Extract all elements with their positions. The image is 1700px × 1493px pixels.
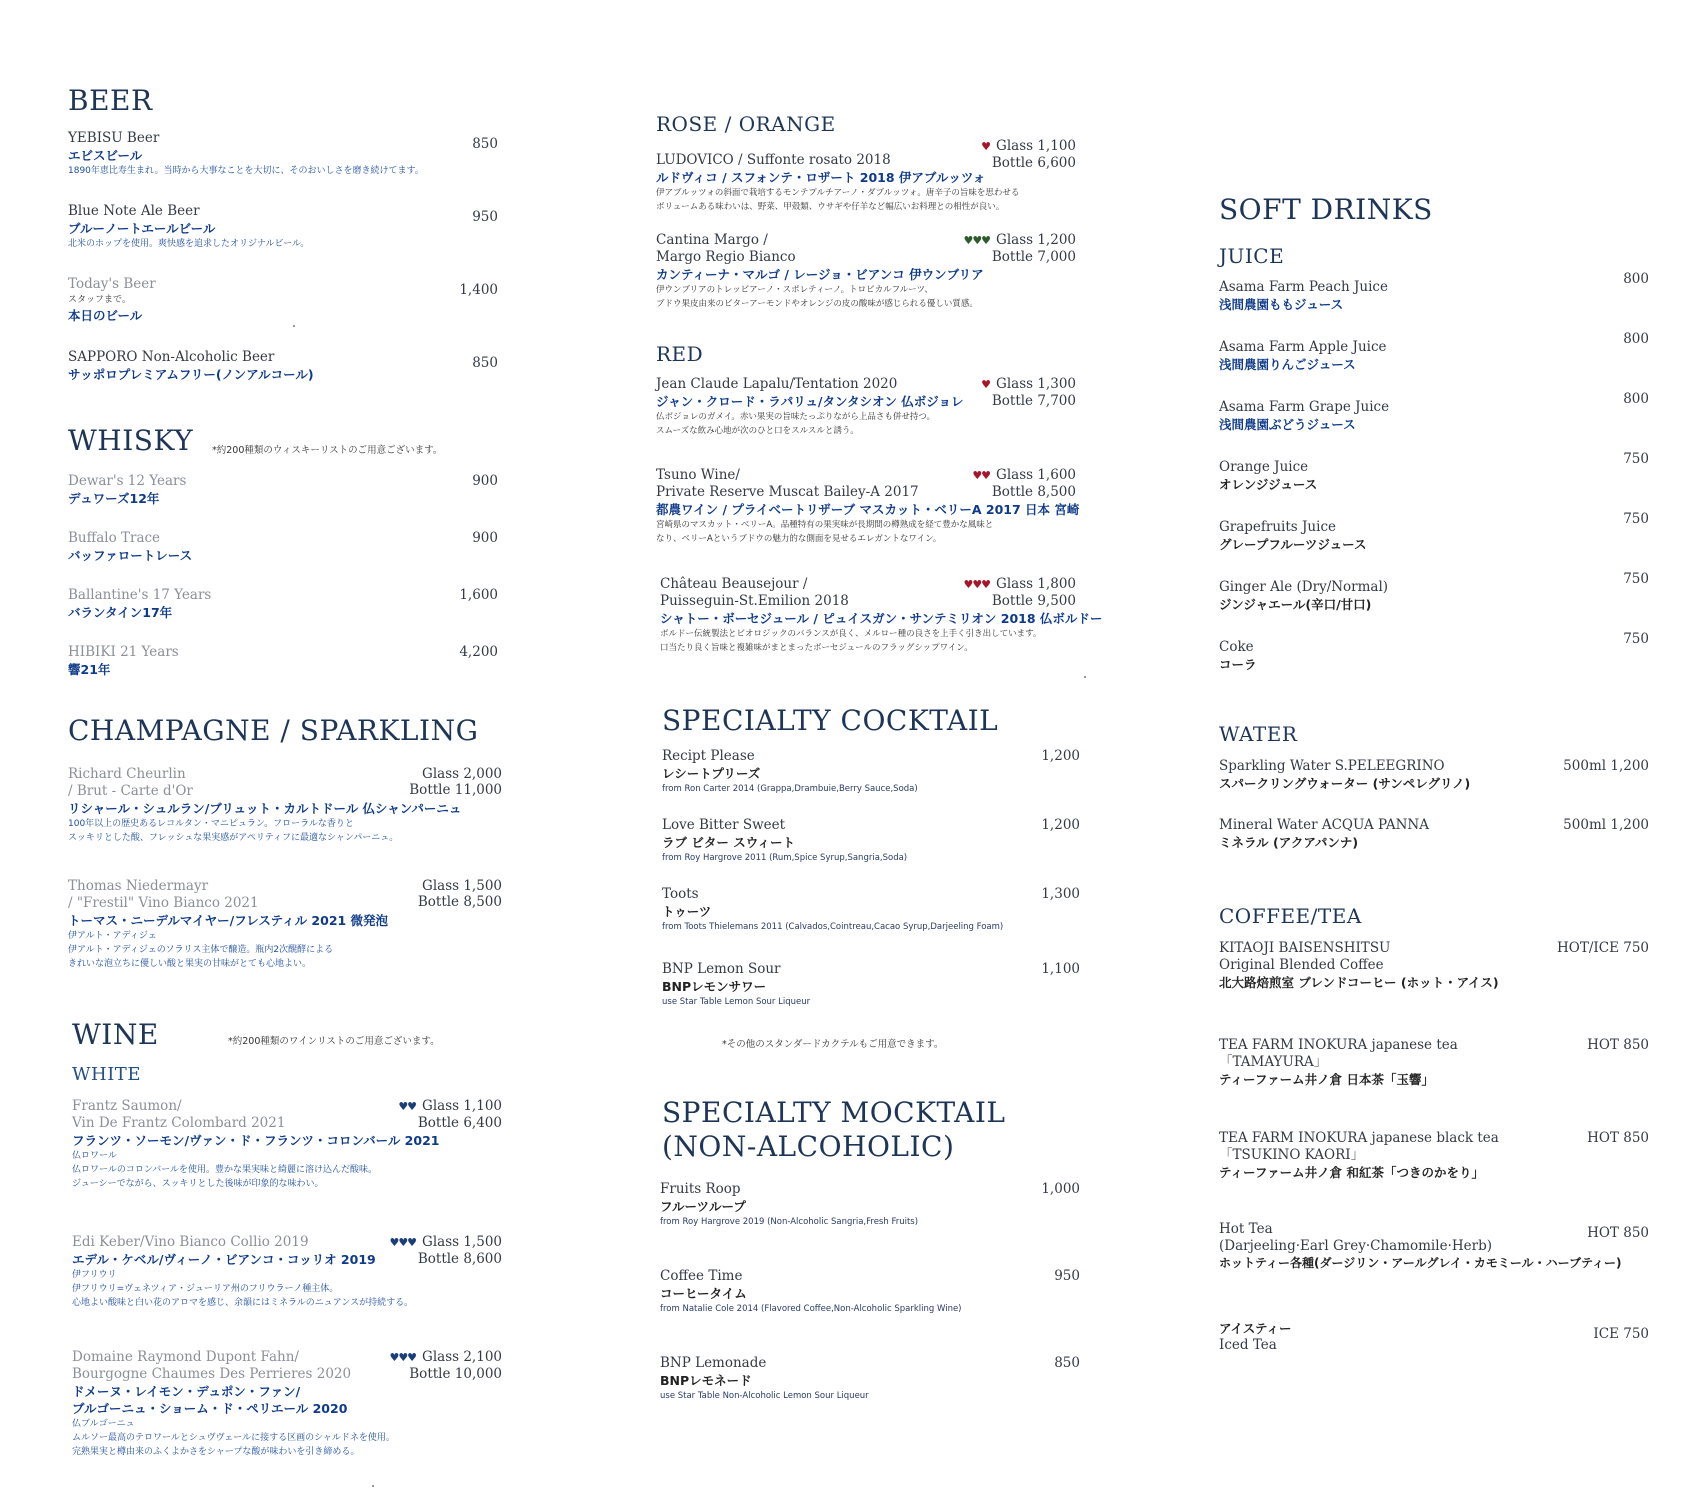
item-name-jp: グレープフルーツジュース xyxy=(1219,537,1367,552)
section-note: *約200種類のウィスキーリストのご用意ございます。 xyxy=(212,445,443,456)
menu-item xyxy=(660,1268,1080,1316)
item-description: 心地よい酸味と白い花のアロマを感じ、余韻にはミネラルのニュアンスが持続する。 xyxy=(72,1298,414,1308)
item-name-en: Today's Beer xyxy=(68,276,156,292)
item-name-jp: コーヒータイム xyxy=(660,1286,747,1301)
section-heading-mocktail-line2: (NON-ALCOHOLIC) xyxy=(662,1130,955,1163)
item-name-en: SAPPORO Non-Alcoholic Beer xyxy=(68,349,275,365)
menu-item xyxy=(662,961,1080,1009)
menu-item xyxy=(68,766,502,845)
item-name-jp: ブルーノートエールビール xyxy=(68,221,216,236)
item-price: 800 xyxy=(1623,271,1649,287)
menu-item xyxy=(1219,451,1649,493)
item-name-en-line2: 「TAMAYURA」 xyxy=(1219,1054,1328,1070)
item-description: スッキリとした酸、フレッシュな果実感がアペリティフに最適なシャンパーニュ。 xyxy=(68,833,399,843)
item-price: 1,600 xyxy=(459,587,498,603)
item-price: 1,200 xyxy=(1041,817,1080,833)
item-name-jp: コーラ xyxy=(1219,657,1257,672)
glass-price: Glass 1,300 xyxy=(996,376,1076,392)
wine-glass-icon: ♥♥♥ xyxy=(963,578,991,591)
menu-item xyxy=(660,576,1103,655)
scan-speck xyxy=(293,325,295,327)
item-name-jp: サッポロプレミアムフリー(ノンアルコール) xyxy=(68,367,314,382)
item-name-en: Dewar's 12 Years xyxy=(68,473,187,489)
item-name-en-line2: Vin De Frantz Colombard 2021 xyxy=(72,1115,286,1131)
item-price: 1,100 xyxy=(1041,961,1080,977)
item-name-en-line2: Bourgogne Chaumes Des Perrieres 2020 xyxy=(72,1366,352,1382)
item-name-jp: 響21年 xyxy=(68,662,111,677)
subsection-heading-water: WATER xyxy=(1219,722,1298,746)
item-name-jp: 都農ワイン / プライベートリザーブ マスカット・ベリーA 2017 日本 宮崎 xyxy=(656,502,1080,517)
glass-price: Glass 1,100 xyxy=(422,1098,502,1114)
item-description: 完熟果実と樽由来のふくよかさをシャープな酸が味わいを引き締める。 xyxy=(72,1447,360,1457)
item-name-jp: オレンジジュース xyxy=(1219,477,1318,492)
item-name-en: Cantina Margo / xyxy=(656,232,768,248)
item-name-jp: 本日のビール xyxy=(68,308,143,323)
item-name-jp: トーマス・ニーデルマイヤー/フレスティル 2021 微発泡 xyxy=(68,913,389,928)
item-price: ICE 750 xyxy=(1593,1326,1649,1342)
item-name-en: Richard Cheurlin xyxy=(68,766,186,782)
item-source: from Roy Hargrove 2019 (Non-Alcoholic Sangria,Fresh Fruits) xyxy=(660,1217,919,1227)
item-description: 伊ウンブリアのトレッビアーノ・スポレティーノ。トロピカルフルーツ、 xyxy=(656,285,933,295)
item-name-jp: カンティーナ・マルゴ / レージョ・ビアンコ 伊ウンブリア xyxy=(656,267,984,282)
item-name-en: Recipt Please xyxy=(662,748,755,764)
menu-item xyxy=(68,587,498,621)
item-description: 1890年恵比寿生まれ。当時から大事なことを大切に、そのおいしさを磨き続けてます。 xyxy=(68,166,424,176)
item-name-en-line2: / Brut - Carte d'Or xyxy=(68,783,193,799)
item-name-en-line2: Puisseguin-St.Emilion 2018 xyxy=(660,593,849,609)
menu-item xyxy=(662,886,1080,934)
item-price: 900 xyxy=(472,473,498,489)
menu-item xyxy=(72,1098,502,1191)
wine-glass-icon: ♥♥♥ xyxy=(963,234,991,247)
item-name-en: TEA FARM INOKURA japanese black tea xyxy=(1219,1130,1499,1146)
glass-price: Glass 1,500 xyxy=(422,878,502,894)
wine-glass-icon: ♥♥ xyxy=(398,1100,417,1113)
menu-item xyxy=(68,130,498,178)
item-name-jp: アイスティー xyxy=(1219,1321,1292,1336)
item-price: 1,400 xyxy=(459,282,498,298)
item-name-en-line2: / "Frestil" Vino Bianco 2021 xyxy=(68,895,259,911)
wine-glass-icon: ♥ xyxy=(981,378,991,391)
item-region: 仏ロワール xyxy=(72,1151,117,1161)
item-region: 仏ブルゴーニュ xyxy=(72,1419,135,1429)
item-price-block xyxy=(398,1098,502,1131)
item-price: 850 xyxy=(472,355,498,371)
bottle-price: Bottle 7,000 xyxy=(991,249,1076,265)
item-name-en: Orange Juice xyxy=(1219,459,1309,475)
item-price-block xyxy=(389,1234,502,1267)
item-description: スタッフまで。 xyxy=(68,295,131,305)
menu-item xyxy=(656,376,1076,438)
item-name-en: Coffee Time xyxy=(660,1268,743,1284)
item-price: 950 xyxy=(1054,1268,1080,1284)
bottle-price: Bottle 10,000 xyxy=(409,1366,502,1382)
menu-item xyxy=(1219,631,1649,673)
item-price-block xyxy=(409,766,502,798)
item-description: ボルドー伝統製法とビオロジックのバランスが良く、メルロー種の良さを上手く引き出しています。 xyxy=(660,629,1042,639)
menu-item xyxy=(1219,331,1649,373)
item-name-jp: ティーファーム井ノ倉 和紅茶「つきのかをり」 xyxy=(1219,1165,1484,1180)
item-name-jp: ジンジャエール(辛口/甘口) xyxy=(1219,597,1372,612)
bottle-price: Bottle 7,700 xyxy=(991,393,1076,409)
item-name-jp: トゥーツ xyxy=(662,904,712,919)
item-price-block xyxy=(981,138,1076,171)
item-name-en: Love Bitter Sweet xyxy=(662,817,786,833)
section-heading-champagne: CHAMPAGNE / SPARKLING xyxy=(68,714,479,747)
item-name-jp: ラブ ビター スウィート xyxy=(662,835,795,850)
glass-price: Glass 1,200 xyxy=(996,232,1076,248)
item-name-en: LUDOVICO / Suffonte rosato 2018 xyxy=(656,152,891,168)
item-description: 宮崎県のマスカット・ベリーA。品種特有の果実味が長期間の樽熟成を経て豊かな風味と xyxy=(656,520,994,530)
item-name-jp: フランツ・ソーモン/ヴァン・ド・フランツ・コロンバール 2021 xyxy=(72,1133,440,1148)
item-source: from Natalie Cole 2014 (Flavored Coffee,Non-Alcoholic Sparkling Wine) xyxy=(660,1304,962,1314)
item-price: HOT 850 xyxy=(1587,1130,1649,1146)
item-name-jp: ティーファーム井ノ倉 日本茶「玉響」 xyxy=(1219,1072,1434,1087)
item-description: ジューシーでながら、スッキリとした後味が印象的な味わい。 xyxy=(72,1179,324,1189)
item-name-jp: ルドヴィコ / スフォンテ・ロザート 2018 伊アブルッツォ xyxy=(656,170,986,185)
item-name-en: Edi Keber/Vino Bianco Collio 2019 xyxy=(72,1234,309,1250)
item-price: 950 xyxy=(472,209,498,225)
section-heading-beer: BEER xyxy=(68,84,153,117)
item-description: なり、ベリーAというブドウの魅力的な側面を見せるエレガントなワイン。 xyxy=(656,534,942,544)
item-name-jp: エデル・ケベル/ヴィーノ・ビアンコ・コッリオ 2019 xyxy=(72,1252,376,1267)
bottle-price: Bottle 9,500 xyxy=(991,593,1076,609)
subsection-heading-juice: JUICE xyxy=(1219,244,1285,268)
section-heading-wine: WINE xyxy=(72,1018,159,1051)
menu-item xyxy=(68,203,498,251)
bottle-price: Bottle 8,600 xyxy=(417,1251,502,1267)
item-name-en: Blue Note Ale Beer xyxy=(68,203,200,219)
item-price: 750 xyxy=(1623,571,1649,587)
menu-item xyxy=(1219,1037,1649,1088)
menu-item xyxy=(1219,940,1649,991)
item-description: 伊フリウリ=ヴェネツィア・ジューリア州のフリウラーノ種主体。 xyxy=(72,1284,339,1294)
item-region: 伊アルト・アディジェ xyxy=(68,931,157,941)
menu-item xyxy=(68,530,498,564)
item-name-jp: 浅間農園ももジュース xyxy=(1219,297,1344,312)
item-name-en: Hot Tea xyxy=(1219,1221,1273,1237)
item-name-en: Domaine Raymond Dupont Fahn/ xyxy=(72,1349,299,1365)
item-name-en: Iced Tea xyxy=(1219,1337,1277,1353)
menu-item xyxy=(1219,1320,1649,1354)
item-price-block xyxy=(418,878,502,910)
item-price: 800 xyxy=(1623,331,1649,347)
section-heading-cocktail: SPECIALTY COCKTAIL xyxy=(662,704,999,737)
menu-item xyxy=(68,349,498,383)
bottle-price: Bottle 8,500 xyxy=(417,894,502,910)
item-source: use Star Table Lemon Sour Liqueur xyxy=(662,997,811,1007)
item-name-en: Toots xyxy=(662,886,699,902)
wine-glass-icon: ♥♥♥ xyxy=(389,1351,417,1364)
bottle-price: Bottle 11,000 xyxy=(409,782,502,798)
item-price: HOT/ICE 750 xyxy=(1557,940,1649,956)
item-price-block xyxy=(389,1349,502,1382)
item-description: 北米のホップを使用。爽快感を追求したオリジナルビール。 xyxy=(68,239,310,249)
menu-item xyxy=(72,1234,502,1310)
item-name-en: BNP Lemon Sour xyxy=(662,961,781,977)
menu-item xyxy=(1219,511,1649,553)
item-name-en: Sparkling Water S.PELEEGRINO xyxy=(1219,758,1445,774)
glass-price: Glass 1,500 xyxy=(422,1234,502,1250)
section-note: *その他のスタンダードカクテルもご用意できます。 xyxy=(722,1039,944,1050)
menu-item xyxy=(662,817,1080,865)
item-name-jp: シャトー・ボーセジュール / ピュイスガン・サンテミリオン 2018 仏ボルドー xyxy=(660,611,1103,626)
item-name-jp: バッファロートレース xyxy=(68,548,193,563)
menu-item xyxy=(68,276,498,324)
glass-price: Glass 1,800 xyxy=(996,576,1076,592)
glass-price: Glass 1,600 xyxy=(996,467,1076,483)
item-name-jp: エビスビール xyxy=(68,148,143,163)
menu-item xyxy=(68,878,502,971)
item-name-jp: バランタイン17年 xyxy=(68,605,173,620)
item-price: 1,200 xyxy=(1041,748,1080,764)
item-description: 口当たり良く旨味と複雑味がまとまったボーセジュールのフラッグシップワイン。 xyxy=(660,643,973,653)
scan-speck xyxy=(372,1485,374,1487)
item-name-en: KITAOJI BAISENSHITSU xyxy=(1219,940,1391,956)
menu-item xyxy=(1219,271,1649,313)
item-price: 500ml 1,200 xyxy=(1563,817,1649,833)
item-source: from Ron Carter 2014 (Grappa,Drambuie,Berry Sauce,Soda) xyxy=(662,784,918,794)
item-name-en: Mineral Water ACQUA PANNA xyxy=(1219,817,1429,833)
menu-item xyxy=(656,138,1076,214)
item-price-block xyxy=(963,576,1076,609)
item-name-en: Frantz Saumon/ xyxy=(72,1098,182,1114)
section-heading-rose: ROSE / ORANGE xyxy=(656,112,836,136)
bottle-price: Bottle 6,600 xyxy=(991,155,1076,171)
item-name-en-line2: Original Blended Coffee xyxy=(1219,957,1384,973)
item-name-en: Grapefruits Juice xyxy=(1219,519,1336,535)
menu-item xyxy=(660,1355,1080,1403)
menu-item xyxy=(656,467,1080,546)
item-name-jp-line2: ブルゴーニュ・ショーム・ド・ペリエール 2020 xyxy=(72,1401,348,1416)
menu-item xyxy=(68,473,498,507)
section-heading-mocktail: SPECIALTY MOCKTAIL xyxy=(662,1096,1006,1129)
item-price: 850 xyxy=(1054,1355,1080,1371)
wine-glass-icon: ♥ xyxy=(981,140,991,153)
item-name-jp: 浅間農園りんごジュース xyxy=(1219,357,1356,372)
menu-item xyxy=(1219,1221,1649,1272)
menu-item xyxy=(68,644,498,678)
item-price-block xyxy=(972,467,1076,500)
glass-price: Glass 1,100 xyxy=(996,138,1076,154)
item-name-en: TEA FARM INOKURA japanese tea xyxy=(1219,1037,1458,1053)
item-name-en: Fruits Roop xyxy=(660,1181,741,1197)
item-price: 750 xyxy=(1623,511,1649,527)
item-name-jp: 浅間農園ぶどうジュース xyxy=(1219,417,1356,432)
bottle-price: Bottle 6,400 xyxy=(417,1115,502,1131)
item-name-en-line2: (Darjeeling·Earl Grey·Chamomile·Herb) xyxy=(1219,1238,1492,1254)
item-name-en: Asama Farm Grape Juice xyxy=(1219,399,1390,415)
item-name-jp: デュワーズ12年 xyxy=(68,491,160,506)
menu-item xyxy=(1219,571,1649,613)
item-name-en: Ginger Ale (Dry/Normal) xyxy=(1219,579,1389,595)
item-price: 900 xyxy=(472,530,498,546)
item-description: ボリュームある味わいは、野菜、甲殻類、ウサギや仔羊など幅広いお料理との相性が良い。 xyxy=(656,202,1005,212)
item-description: 伊アブルッツォの斜面で栽培するモンテプルチアーノ・ダブルッツォ。唐辛子の旨味を思わせる xyxy=(656,188,1020,198)
scan-speck xyxy=(1084,676,1086,678)
item-price: 4,200 xyxy=(459,644,498,660)
item-name-en: YEBISU Beer xyxy=(68,130,160,146)
item-price-block xyxy=(981,376,1076,409)
item-name-en: BNP Lemonade xyxy=(660,1355,767,1371)
item-name-jp: ジャン・クロード・ラパリュ/タンタシオン 仏ボジョレ xyxy=(656,394,964,409)
item-name-en: Ballantine's 17 Years xyxy=(68,587,212,603)
section-note: *約200種類のワインリストのご用意ございます。 xyxy=(228,1036,440,1047)
item-description: ムルソー最高のテロワールとシュヴヴェールに接する区画のシャルドネを使用。 xyxy=(72,1433,395,1443)
item-price: 850 xyxy=(472,136,498,152)
bottle-price: Bottle 8,500 xyxy=(991,484,1076,500)
item-price: 800 xyxy=(1623,391,1649,407)
section-heading-soft-drinks: SOFT DRINKS xyxy=(1219,193,1433,226)
menu-item xyxy=(72,1349,502,1459)
item-name-en: Asama Farm Peach Juice xyxy=(1219,279,1388,295)
item-price: 750 xyxy=(1623,451,1649,467)
item-name-en: Buffalo Trace xyxy=(68,530,161,546)
wine-glass-icon: ♥♥♥ xyxy=(389,1236,417,1249)
menu-item xyxy=(1219,391,1649,433)
item-name-jp: BNPレモンサワー xyxy=(662,979,767,994)
menu-item xyxy=(656,232,1076,311)
item-price: HOT 850 xyxy=(1587,1225,1649,1241)
item-source: from Toots Thielemans 2011 (Calvados,Cointreau,Cacao Syrup,Darjeeling Foam) xyxy=(662,922,1004,932)
item-name-jp: 北大路焙煎室 ブレンドコーヒー (ホット・アイス) xyxy=(1219,975,1499,990)
section-heading-whisky: WHISKY xyxy=(68,424,194,457)
item-price: 500ml 1,200 xyxy=(1563,758,1649,774)
item-name-en-line2: 「TSUKINO KAORI」 xyxy=(1219,1147,1365,1163)
menu-item xyxy=(662,748,1080,796)
menu-item xyxy=(1219,758,1649,792)
wine-glass-icon: ♥♥ xyxy=(972,469,991,482)
item-description: ブドウ果皮由来のビターアーモンドやオレンジの皮の酸味が感じられる優しい質感。 xyxy=(656,299,978,309)
item-name-en: Asama Farm Apple Juice xyxy=(1219,339,1387,355)
item-description: スムーズな飲み心地が次のひと口をスルスルと誘う。 xyxy=(656,426,859,436)
item-price: 1,300 xyxy=(1041,886,1080,902)
item-name-jp: レシートプリーズ xyxy=(662,766,761,781)
subsection-heading-white: WHITE xyxy=(72,1064,141,1085)
item-name-jp: ドメーヌ・レイモン・デュポン・ファン/ xyxy=(72,1384,301,1399)
item-name-en: Château Beausejour / xyxy=(660,576,808,592)
item-name-en: Jean Claude Lapalu/Tentation 2020 xyxy=(656,376,898,392)
item-name-jp: フルーツループ xyxy=(660,1199,746,1214)
item-name-jp: ホットティー各種(ダージリン・アールグレイ・カモミール・ハーブティー) xyxy=(1219,1256,1622,1270)
section-heading-red: RED xyxy=(656,342,704,366)
menu-item xyxy=(1219,1130,1649,1181)
item-name-en-line2: Private Reserve Muscat Bailey-A 2017 xyxy=(656,484,919,500)
item-description: 仏ボジョレのガメイ。赤い果実の旨味たっぷりながら上品さも併せ持つ。 xyxy=(656,412,936,422)
subsection-heading-coffee-tea: COFFEE/TEA xyxy=(1219,904,1362,928)
menu-item xyxy=(1219,817,1649,851)
item-name-en: HIBIKI 21 Years xyxy=(68,644,179,660)
item-description: 仏ロワールのコロンバールを使用。豊かな果実味と綺麗に溶け込んだ酸味。 xyxy=(72,1165,378,1175)
item-description: 伊アルト・アディジェのソラリス主体で醸造。瓶内2次醗酵による xyxy=(68,945,334,955)
item-name-en: Thomas Niedermayr xyxy=(68,878,209,894)
item-description: 100年以上の歴史あるレコルタン・マニピュラン。フローラルな香りと xyxy=(68,819,354,829)
glass-price: Glass 2,000 xyxy=(422,766,502,782)
item-name-jp: スパークリングウォーター (サンペレグリノ) xyxy=(1219,776,1471,791)
item-region: 伊フリウリ xyxy=(72,1270,117,1280)
item-name-en-line2: Margo Regio Bianco xyxy=(656,249,796,265)
item-price: HOT 850 xyxy=(1587,1037,1649,1053)
item-price: 1,000 xyxy=(1041,1181,1080,1197)
item-name-en: Coke xyxy=(1219,639,1254,655)
item-name-jp: BNPレモネード xyxy=(660,1373,752,1388)
item-name-en: Tsuno Wine/ xyxy=(656,467,740,483)
glass-price: Glass 2,100 xyxy=(422,1349,502,1365)
item-description: きれいな泡立ちに優しい酸と果実の甘味がとても心地よい。 xyxy=(68,959,312,969)
item-price-block xyxy=(963,232,1076,265)
item-source: use Star Table Non-Alcoholic Lemon Sour Liqueur xyxy=(660,1391,869,1401)
menu-item xyxy=(660,1181,1080,1229)
item-price: 750 xyxy=(1623,631,1649,647)
item-name-jp: ミネラル (アクアパンナ) xyxy=(1219,835,1359,850)
item-source: from Roy Hargrove 2011 (Rum,Spice Syrup,Sangria,Soda) xyxy=(662,853,908,863)
item-name-jp: リシャール・シュルラン/ブリュット・カルトドール 仏シャンパーニュ xyxy=(68,801,462,816)
